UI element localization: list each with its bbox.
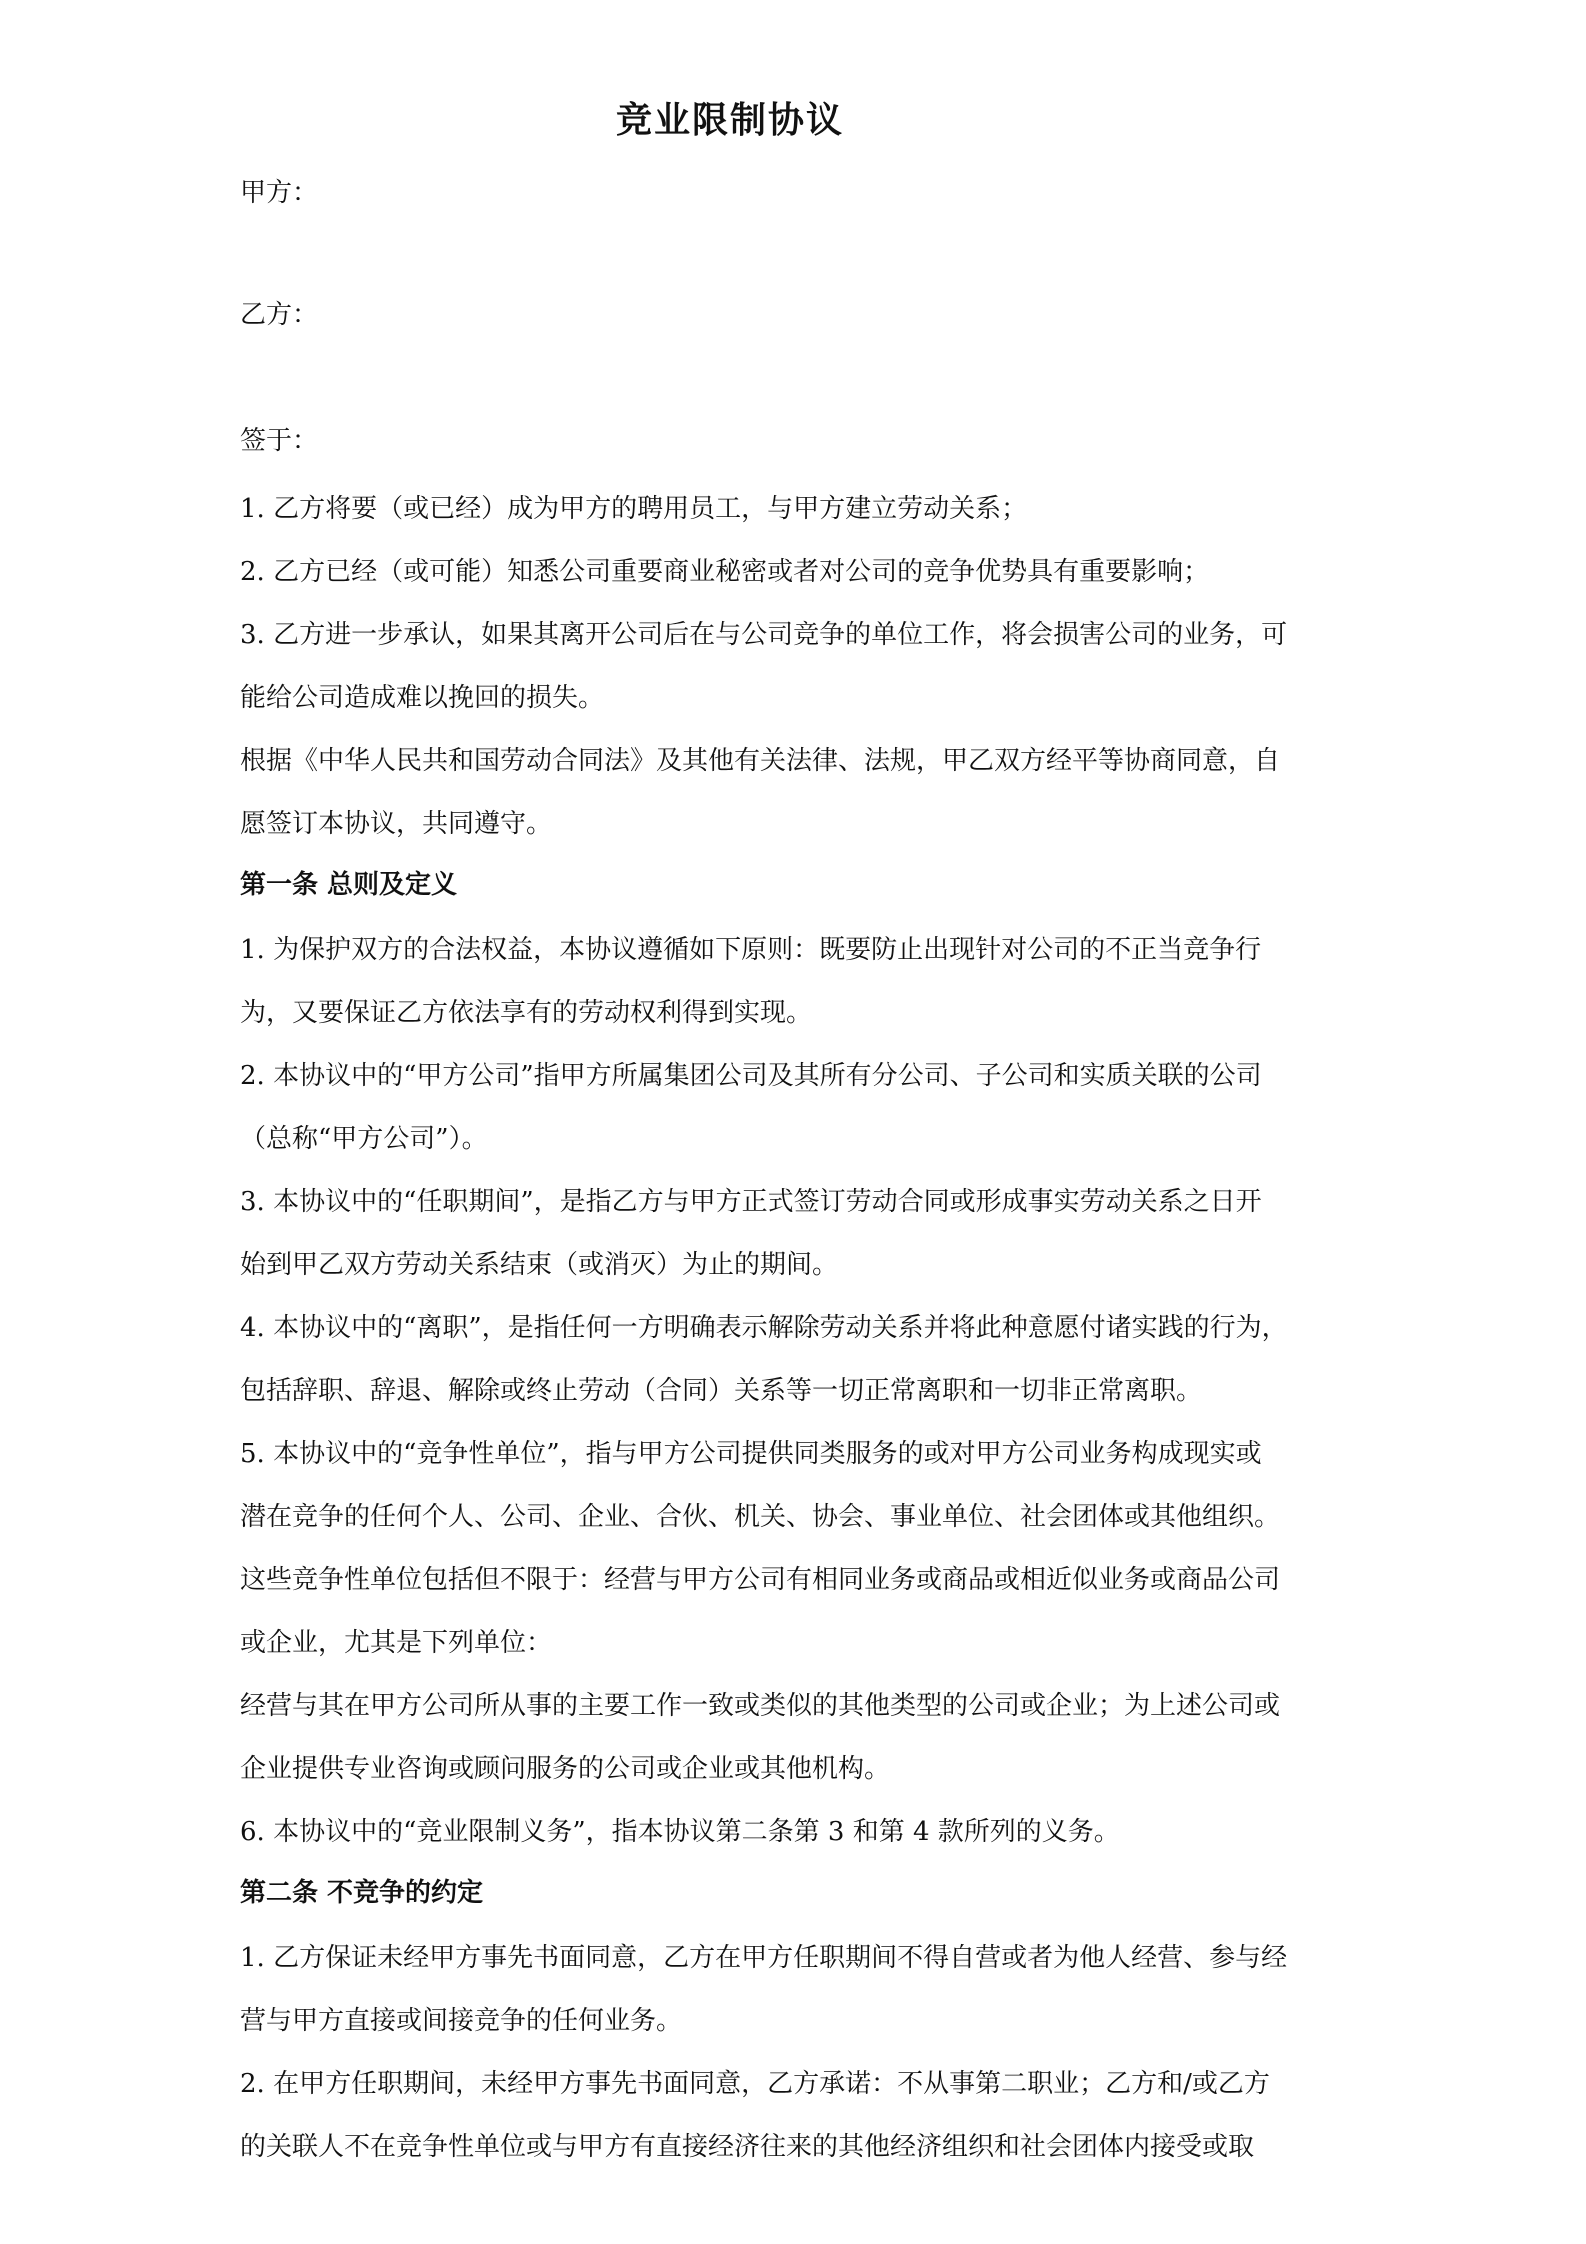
body-line: 或企业，尤其是下列单位： <box>240 1628 553 1658</box>
party-b-label: 乙方： <box>240 300 319 330</box>
body-line: 1. 乙方将要（或已经）成为甲方的聘用员工，与甲方建立劳动关系； <box>240 494 1028 524</box>
body-line: 1. 为保护双方的合法权益，本协议遵循如下原则：既要防止出现针对公司的不正当竞争行 <box>240 935 1262 965</box>
body-line: 经营与其在甲方公司所从事的主要工作一致或类似的其他类型的公司或企业；为上述公司或 <box>240 1691 1281 1721</box>
body-line: 包括辞职、辞退、解除或终止劳动（合同）关系等一切正常离职和一切非正常离职。 <box>240 1376 1203 1406</box>
body-line: 始到甲乙双方劳动关系结束（或消灭）为止的期间。 <box>240 1250 839 1280</box>
body-line: 为，又要保证乙方依法享有的劳动权利得到实现。 <box>240 998 813 1028</box>
body-line: （总称“甲方公司”）。 <box>240 1124 488 1154</box>
body-line: 4. 本协议中的“离职”，是指任何一方明确表示解除劳动关系并将此种意愿付诸实践的行为， <box>240 1313 1288 1343</box>
body-line: 这些竞争性单位包括但不限于：经营与甲方公司有相同业务或商品或相近似业务或商品公司 <box>240 1565 1281 1595</box>
body-line: 3. 本协议中的“任职期间”，是指乙方与甲方正式签订劳动合同或形成事实劳动关系之日开 <box>240 1187 1262 1217</box>
body-line: 能给公司造成难以挽回的损失。 <box>240 683 605 713</box>
signed-at-label: 签于： <box>240 426 319 456</box>
party-a-label: 甲方： <box>240 178 319 208</box>
body-line: 愿签订本协议，共同遵守。 <box>240 809 553 839</box>
body-line: 根据《中华人民共和国劳动合同法》及其他有关法律、法规，甲乙双方经平等协商同意，自 <box>240 746 1281 776</box>
body-line: 6. 本协议中的“竞业限制义务”，指本协议第二条第 3 和第 4 款所列的义务。 <box>240 1817 1120 1847</box>
body-line: 3. 乙方进一步承认，如果其离开公司后在与公司竞争的单位工作，将会损害公司的业务，可 <box>240 620 1288 650</box>
body-line: 2. 乙方已经（或可能）知悉公司重要商业秘密或者对公司的竞争优势具有重要影响； <box>240 557 1210 587</box>
body-line: 1. 乙方保证未经甲方事先书面同意，乙方在甲方任职期间不得自营或者为他人经营、参与经 <box>240 1943 1288 1973</box>
section-heading: 第二条 不竞争的约定 <box>240 1878 484 1908</box>
body-line: 2. 在甲方任职期间，未经甲方事先书面同意，乙方承诺：不从事第二职业；乙方和/或乙方 <box>240 2069 1270 2099</box>
body-line: 企业提供专业咨询或顾问服务的公司或企业或其他机构。 <box>240 1754 891 1784</box>
body-line: 的关联人不在竞争性单位或与甲方有直接经济往来的其他经济组织和社会团体内接受或取 <box>240 2132 1255 2162</box>
body-line: 潜在竞争的任何个人、公司、企业、合伙、机关、协会、事业单位、社会团体或其他组织。 <box>240 1502 1281 1532</box>
body-line: 2. 本协议中的“甲方公司”指甲方所属集团公司及其所有分公司、子公司和实质关联的公司 <box>240 1061 1262 1091</box>
section-heading: 第一条 总则及定义 <box>240 870 458 900</box>
body-line: 5. 本协议中的“竞争性单位”，指与甲方公司提供同类服务的或对甲方公司业务构成现实或 <box>240 1439 1262 1469</box>
body-line: 营与甲方直接或间接竞争的任何业务。 <box>240 2006 683 2036</box>
document-title: 竞业限制协议 <box>615 99 844 141</box>
